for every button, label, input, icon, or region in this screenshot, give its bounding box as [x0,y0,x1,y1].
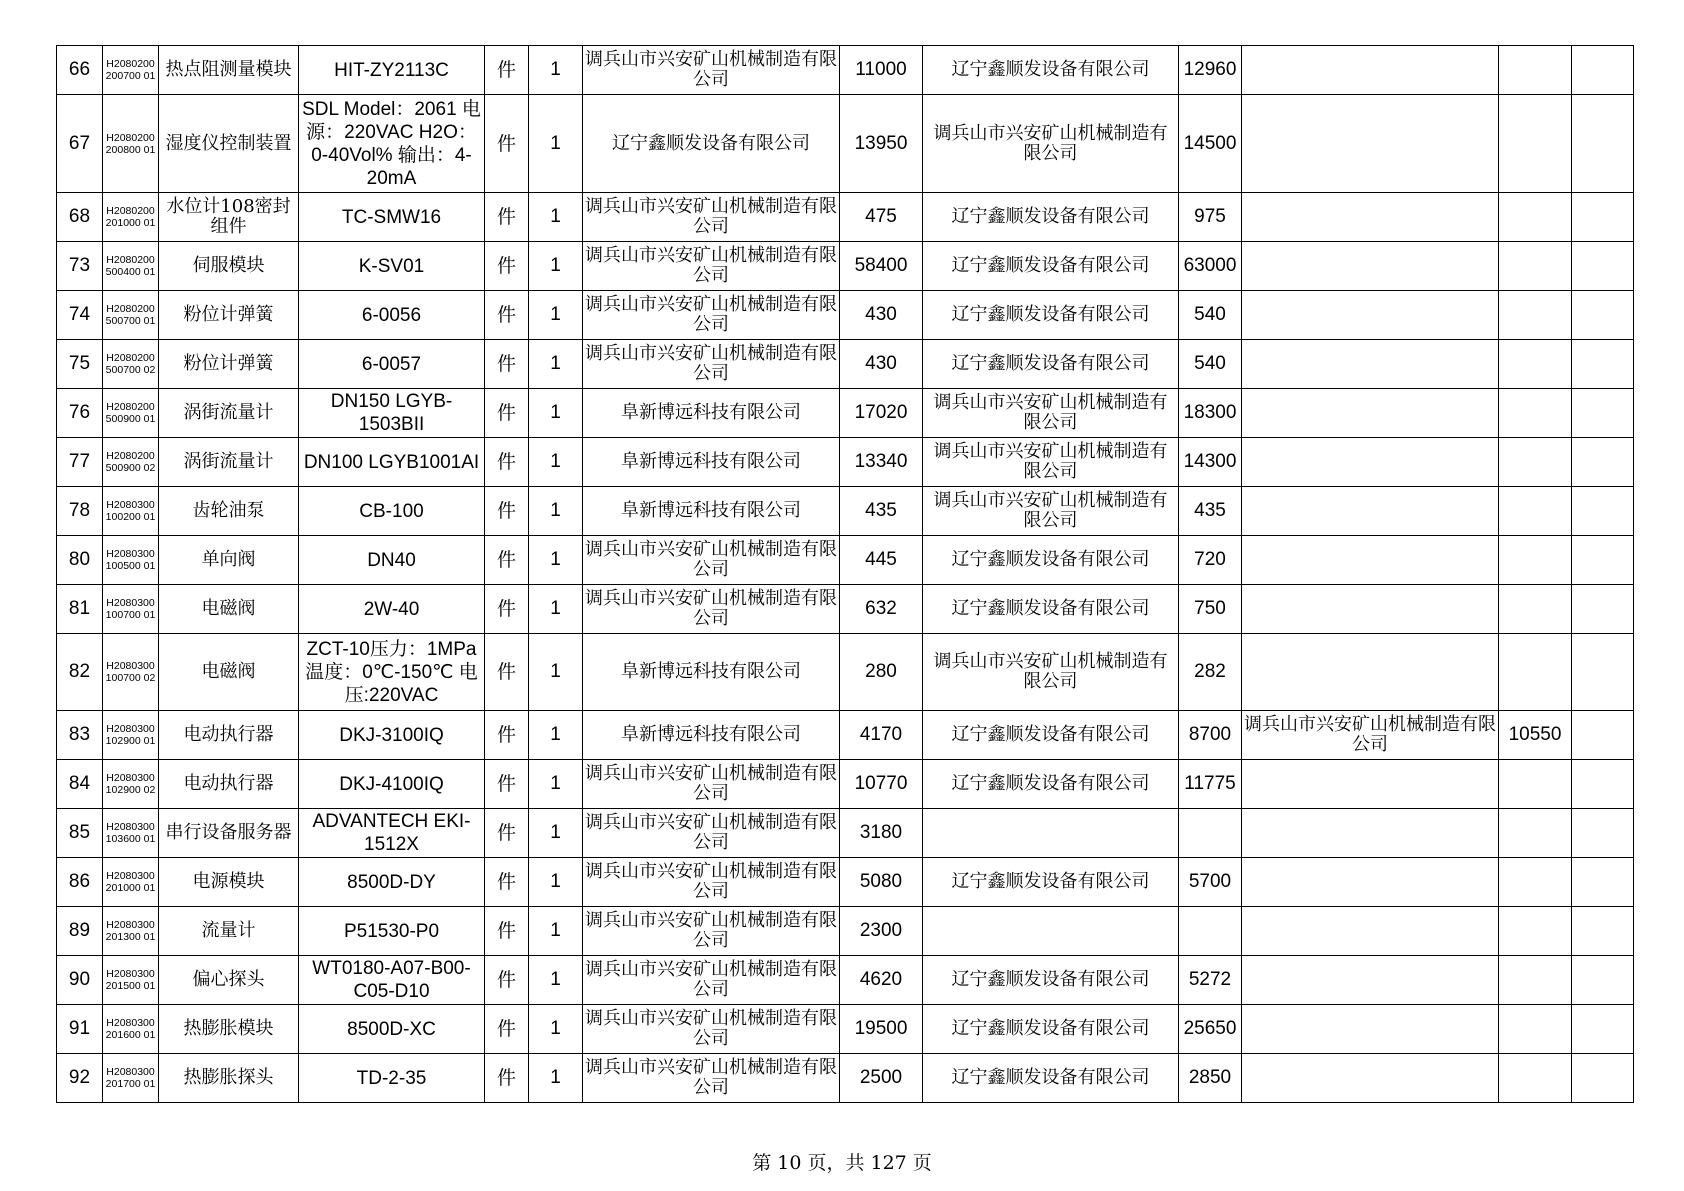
blank-cell [1572,487,1634,536]
price-3 [1499,907,1572,956]
supplier-2: 辽宁鑫顺发设备有限公司 [923,760,1179,809]
unit: 件 [485,1005,529,1054]
price-3: 10550 [1499,711,1572,760]
supplier-1: 阜新博远科技有限公司 [583,634,840,711]
supplier-3 [1242,340,1499,389]
price-2: 540 [1179,340,1242,389]
item-spec: HIT-ZY2113C [299,46,485,95]
quantity: 1 [529,809,583,858]
material-code: H2080200500900 02 [103,438,159,487]
blank-cell [1572,389,1634,438]
supplier-3 [1242,46,1499,95]
price-3 [1499,809,1572,858]
price-1: 4620 [840,956,923,1005]
supplier-3 [1242,438,1499,487]
material-code: H2080200500700 01 [103,291,159,340]
supplier-3 [1242,536,1499,585]
blank-cell [1572,536,1634,585]
quantity: 1 [529,487,583,536]
price-3 [1499,760,1572,809]
supplier-2: 辽宁鑫顺发设备有限公司 [923,340,1179,389]
price-1: 280 [840,634,923,711]
supplier-2: 辽宁鑫顺发设备有限公司 [923,1054,1179,1103]
item-spec: DN150 LGYB-1503BII [299,389,485,438]
supplier-3 [1242,907,1499,956]
table-row [57,193,1634,242]
supplier-2 [923,809,1179,858]
supplier-2 [923,907,1179,956]
table-row [57,858,1634,907]
material-code: H2080300201600 01 [103,1005,159,1054]
unit: 件 [485,340,529,389]
price-3 [1499,487,1572,536]
item-spec: ADVANTECH EKI-1512X [299,809,485,858]
quantity: 1 [529,634,583,711]
unit: 件 [485,585,529,634]
item-spec: 6-0056 [299,291,485,340]
supplier-2: 调兵山市兴安矿山机械制造有限公司 [923,95,1179,193]
row-number: 67 [57,95,103,193]
blank-cell [1572,242,1634,291]
material-code: H2080200200800 01 [103,95,159,193]
blank-cell [1572,585,1634,634]
table-row [57,956,1634,1005]
price-3 [1499,1054,1572,1103]
unit: 件 [485,95,529,193]
supplier-3 [1242,809,1499,858]
price-1: 13340 [840,438,923,487]
item-spec: DKJ-3100IQ [299,711,485,760]
price-3 [1499,242,1572,291]
supplier-2: 调兵山市兴安矿山机械制造有限公司 [923,389,1179,438]
table-row [57,907,1634,956]
supplier-1: 阜新博远科技有限公司 [583,487,840,536]
supplier-3 [1242,242,1499,291]
row-number: 91 [57,1005,103,1054]
row-number: 80 [57,536,103,585]
price-2: 63000 [1179,242,1242,291]
table-row [57,1005,1634,1054]
price-2: 540 [1179,291,1242,340]
item-spec: WT0180-A07-B00-C05-D10 [299,956,485,1005]
row-number: 81 [57,585,103,634]
supplier-1: 辽宁鑫顺发设备有限公司 [583,95,840,193]
supplier-1: 阜新博远科技有限公司 [583,389,840,438]
quantity: 1 [529,340,583,389]
price-1: 19500 [840,1005,923,1054]
supplier-1: 阜新博远科技有限公司 [583,438,840,487]
blank-cell [1572,438,1634,487]
page-footer: 第 10 页，共 127 页 [752,1152,932,1174]
material-code: H2080300201500 01 [103,956,159,1005]
quantity: 1 [529,242,583,291]
supplier-1: 调兵山市兴安矿山机械制造有限公司 [583,1005,840,1054]
supplier-1: 调兵山市兴安矿山机械制造有限公司 [583,340,840,389]
item-spec: K-SV01 [299,242,485,291]
unit: 件 [485,1054,529,1103]
item-name: 涡街流量计 [159,389,299,438]
price-1: 430 [840,340,923,389]
price-1: 445 [840,536,923,585]
item-spec: SDL Model：2061 电源：220VAC H2O：0-40Vol% 输出：4-20mA [299,95,485,193]
item-name: 电动执行器 [159,711,299,760]
supplier-2: 辽宁鑫顺发设备有限公司 [923,291,1179,340]
material-code: H2080200200700 01 [103,46,159,95]
unit: 件 [485,711,529,760]
supplier-3 [1242,487,1499,536]
unit: 件 [485,291,529,340]
price-1: 430 [840,291,923,340]
table-row [57,487,1634,536]
item-spec: DKJ-4100IQ [299,760,485,809]
supplier-2: 辽宁鑫顺发设备有限公司 [923,585,1179,634]
unit: 件 [485,389,529,438]
quantity: 1 [529,438,583,487]
material-code: H2080300103600 01 [103,809,159,858]
supplier-2: 辽宁鑫顺发设备有限公司 [923,46,1179,95]
row-number: 89 [57,907,103,956]
row-number: 68 [57,193,103,242]
blank-cell [1572,809,1634,858]
unit: 件 [485,242,529,291]
quantity: 1 [529,46,583,95]
table-row [57,711,1634,760]
price-3 [1499,956,1572,1005]
supplier-3 [1242,634,1499,711]
item-name: 热膨胀模块 [159,1005,299,1054]
row-number: 66 [57,46,103,95]
item-name: 偏心探头 [159,956,299,1005]
price-1: 475 [840,193,923,242]
blank-cell [1572,193,1634,242]
table-row [57,536,1634,585]
blank-cell [1572,760,1634,809]
supplier-3 [1242,1005,1499,1054]
price-3 [1499,340,1572,389]
price-1: 11000 [840,46,923,95]
price-3 [1499,193,1572,242]
row-number: 78 [57,487,103,536]
unit: 件 [485,634,529,711]
blank-cell [1572,634,1634,711]
quantity: 1 [529,193,583,242]
supplier-1: 调兵山市兴安矿山机械制造有限公司 [583,193,840,242]
item-spec: CB-100 [299,487,485,536]
item-name: 热膨胀探头 [159,1054,299,1103]
material-code: H2080300102900 01 [103,711,159,760]
unit: 件 [485,760,529,809]
item-name: 湿度仪控制装置 [159,95,299,193]
supplier-2: 调兵山市兴安矿山机械制造有限公司 [923,487,1179,536]
table-row [57,760,1634,809]
price-3 [1499,95,1572,193]
supplier-1: 调兵山市兴安矿山机械制造有限公司 [583,809,840,858]
price-1: 4170 [840,711,923,760]
table-row [57,438,1634,487]
supplier-2: 辽宁鑫顺发设备有限公司 [923,858,1179,907]
quantity: 1 [529,760,583,809]
price-2: 5272 [1179,956,1242,1005]
material-code: H2080200500900 01 [103,389,159,438]
supplier-1: 调兵山市兴安矿山机械制造有限公司 [583,1054,840,1103]
supplier-3 [1242,760,1499,809]
unit: 件 [485,858,529,907]
material-code: H2080300100500 01 [103,536,159,585]
row-number: 90 [57,956,103,1005]
price-2: 5700 [1179,858,1242,907]
item-spec: 6-0057 [299,340,485,389]
supplier-3 [1242,95,1499,193]
supplier-3 [1242,1054,1499,1103]
price-2: 8700 [1179,711,1242,760]
material-code: H2080300102900 02 [103,760,159,809]
blank-cell [1572,1054,1634,1103]
price-2 [1179,809,1242,858]
blank-cell [1572,340,1634,389]
price-1: 58400 [840,242,923,291]
row-number: 92 [57,1054,103,1103]
quantity: 1 [529,907,583,956]
table-row [57,634,1634,711]
supplier-2: 调兵山市兴安矿山机械制造有限公司 [923,634,1179,711]
table-row [57,46,1634,95]
blank-cell [1572,956,1634,1005]
price-3 [1499,634,1572,711]
table-row [57,585,1634,634]
item-name: 粉位计弹簧 [159,291,299,340]
blank-cell [1572,95,1634,193]
supplier-3 [1242,291,1499,340]
unit: 件 [485,536,529,585]
item-name: 伺服模块 [159,242,299,291]
table-row [57,95,1634,193]
quantity: 1 [529,291,583,340]
blank-cell [1572,291,1634,340]
material-code: H2080300100200 01 [103,487,159,536]
blank-cell [1572,858,1634,907]
material-code: H2080300201700 01 [103,1054,159,1103]
item-name: 热点阻测量模块 [159,46,299,95]
row-number: 86 [57,858,103,907]
blank-cell [1572,711,1634,760]
supplier-3 [1242,858,1499,907]
price-2: 11775 [1179,760,1242,809]
supplier-3 [1242,956,1499,1005]
supplier-3 [1242,193,1499,242]
item-name: 电源模块 [159,858,299,907]
item-spec: 8500D-DY [299,858,485,907]
row-number: 77 [57,438,103,487]
material-code: H2080300100700 02 [103,634,159,711]
item-name: 流量计 [159,907,299,956]
quantity: 1 [529,1054,583,1103]
table-body [57,46,1634,1103]
table-row [57,1054,1634,1103]
blank-cell [1572,1005,1634,1054]
supplier-1: 调兵山市兴安矿山机械制造有限公司 [583,536,840,585]
item-name: 单向阀 [159,536,299,585]
price-3 [1499,46,1572,95]
supplier-2: 辽宁鑫顺发设备有限公司 [923,1005,1179,1054]
price-2: 750 [1179,585,1242,634]
price-2: 720 [1179,536,1242,585]
supplier-2: 辽宁鑫顺发设备有限公司 [923,193,1179,242]
price-3 [1499,291,1572,340]
item-name: 齿轮油泵 [159,487,299,536]
price-1: 17020 [840,389,923,438]
price-3 [1499,585,1572,634]
item-name: 粉位计弹簧 [159,340,299,389]
row-number: 83 [57,711,103,760]
unit: 件 [485,193,529,242]
table-row [57,291,1634,340]
row-number: 84 [57,760,103,809]
unit: 件 [485,907,529,956]
supplier-3: 调兵山市兴安矿山机械制造有限公司 [1242,711,1499,760]
price-2: 25650 [1179,1005,1242,1054]
price-2: 2850 [1179,1054,1242,1103]
supplier-1: 调兵山市兴安矿山机械制造有限公司 [583,242,840,291]
item-spec: P51530-P0 [299,907,485,956]
supplier-2: 辽宁鑫顺发设备有限公司 [923,242,1179,291]
price-3 [1499,1005,1572,1054]
material-code: H2080200201000 01 [103,193,159,242]
quote-table [56,45,1634,1103]
supplier-1: 调兵山市兴安矿山机械制造有限公司 [583,585,840,634]
item-spec: TD-2-35 [299,1054,485,1103]
item-spec: ZCT-10压力：1MPa 温度：0℃-150℃ 电压:220VAC [299,634,485,711]
price-2: 14500 [1179,95,1242,193]
unit: 件 [485,46,529,95]
supplier-1: 调兵山市兴安矿山机械制造有限公司 [583,858,840,907]
unit: 件 [485,487,529,536]
material-code: H2080300201300 01 [103,907,159,956]
price-3 [1499,858,1572,907]
price-1: 13950 [840,95,923,193]
unit: 件 [485,438,529,487]
quantity: 1 [529,711,583,760]
table-row [57,809,1634,858]
row-number: 73 [57,242,103,291]
supplier-1: 调兵山市兴安矿山机械制造有限公司 [583,956,840,1005]
item-name: 串行设备服务器 [159,809,299,858]
material-code: H2080200500400 01 [103,242,159,291]
supplier-1: 调兵山市兴安矿山机械制造有限公司 [583,760,840,809]
blank-cell [1572,46,1634,95]
item-spec: 2W-40 [299,585,485,634]
quantity: 1 [529,536,583,585]
item-name: 涡街流量计 [159,438,299,487]
row-number: 85 [57,809,103,858]
item-name: 电磁阀 [159,634,299,711]
supplier-1: 调兵山市兴安矿山机械制造有限公司 [583,291,840,340]
table-row [57,242,1634,291]
quantity: 1 [529,1005,583,1054]
item-spec: 8500D-XC [299,1005,485,1054]
supplier-1: 调兵山市兴安矿山机械制造有限公司 [583,907,840,956]
supplier-3 [1242,585,1499,634]
price-2: 975 [1179,193,1242,242]
price-2 [1179,907,1242,956]
price-2: 282 [1179,634,1242,711]
supplier-2: 辽宁鑫顺发设备有限公司 [923,536,1179,585]
price-1: 10770 [840,760,923,809]
price-1: 435 [840,487,923,536]
price-1: 5080 [840,858,923,907]
supplier-3 [1242,389,1499,438]
price-3 [1499,536,1572,585]
row-number: 75 [57,340,103,389]
supplier-1: 调兵山市兴安矿山机械制造有限公司 [583,46,840,95]
price-1: 2500 [840,1054,923,1103]
price-1: 3180 [840,809,923,858]
unit: 件 [485,956,529,1005]
item-spec: DN100 LGYB1001AI [299,438,485,487]
material-code: H2080300201000 01 [103,858,159,907]
supplier-2: 辽宁鑫顺发设备有限公司 [923,956,1179,1005]
material-code: H2080300100700 01 [103,585,159,634]
quantity: 1 [529,858,583,907]
quantity: 1 [529,585,583,634]
quantity: 1 [529,95,583,193]
item-spec: TC-SMW16 [299,193,485,242]
supplier-1: 阜新博远科技有限公司 [583,711,840,760]
item-name: 电磁阀 [159,585,299,634]
item-spec: DN40 [299,536,485,585]
quantity: 1 [529,956,583,1005]
price-1: 632 [840,585,923,634]
price-2: 18300 [1179,389,1242,438]
material-code: H2080200500700 02 [103,340,159,389]
table-row [57,340,1634,389]
quantity: 1 [529,389,583,438]
price-2: 435 [1179,487,1242,536]
item-name: 水位计108密封组件 [159,193,299,242]
price-2: 12960 [1179,46,1242,95]
table-row [57,389,1634,438]
blank-cell [1572,907,1634,956]
price-2: 14300 [1179,438,1242,487]
row-number: 74 [57,291,103,340]
row-number: 82 [57,634,103,711]
supplier-2: 调兵山市兴安矿山机械制造有限公司 [923,438,1179,487]
price-3 [1499,389,1572,438]
row-number: 76 [57,389,103,438]
item-name: 电动执行器 [159,760,299,809]
unit: 件 [485,809,529,858]
price-1: 2300 [840,907,923,956]
supplier-2: 辽宁鑫顺发设备有限公司 [923,711,1179,760]
price-3 [1499,438,1572,487]
